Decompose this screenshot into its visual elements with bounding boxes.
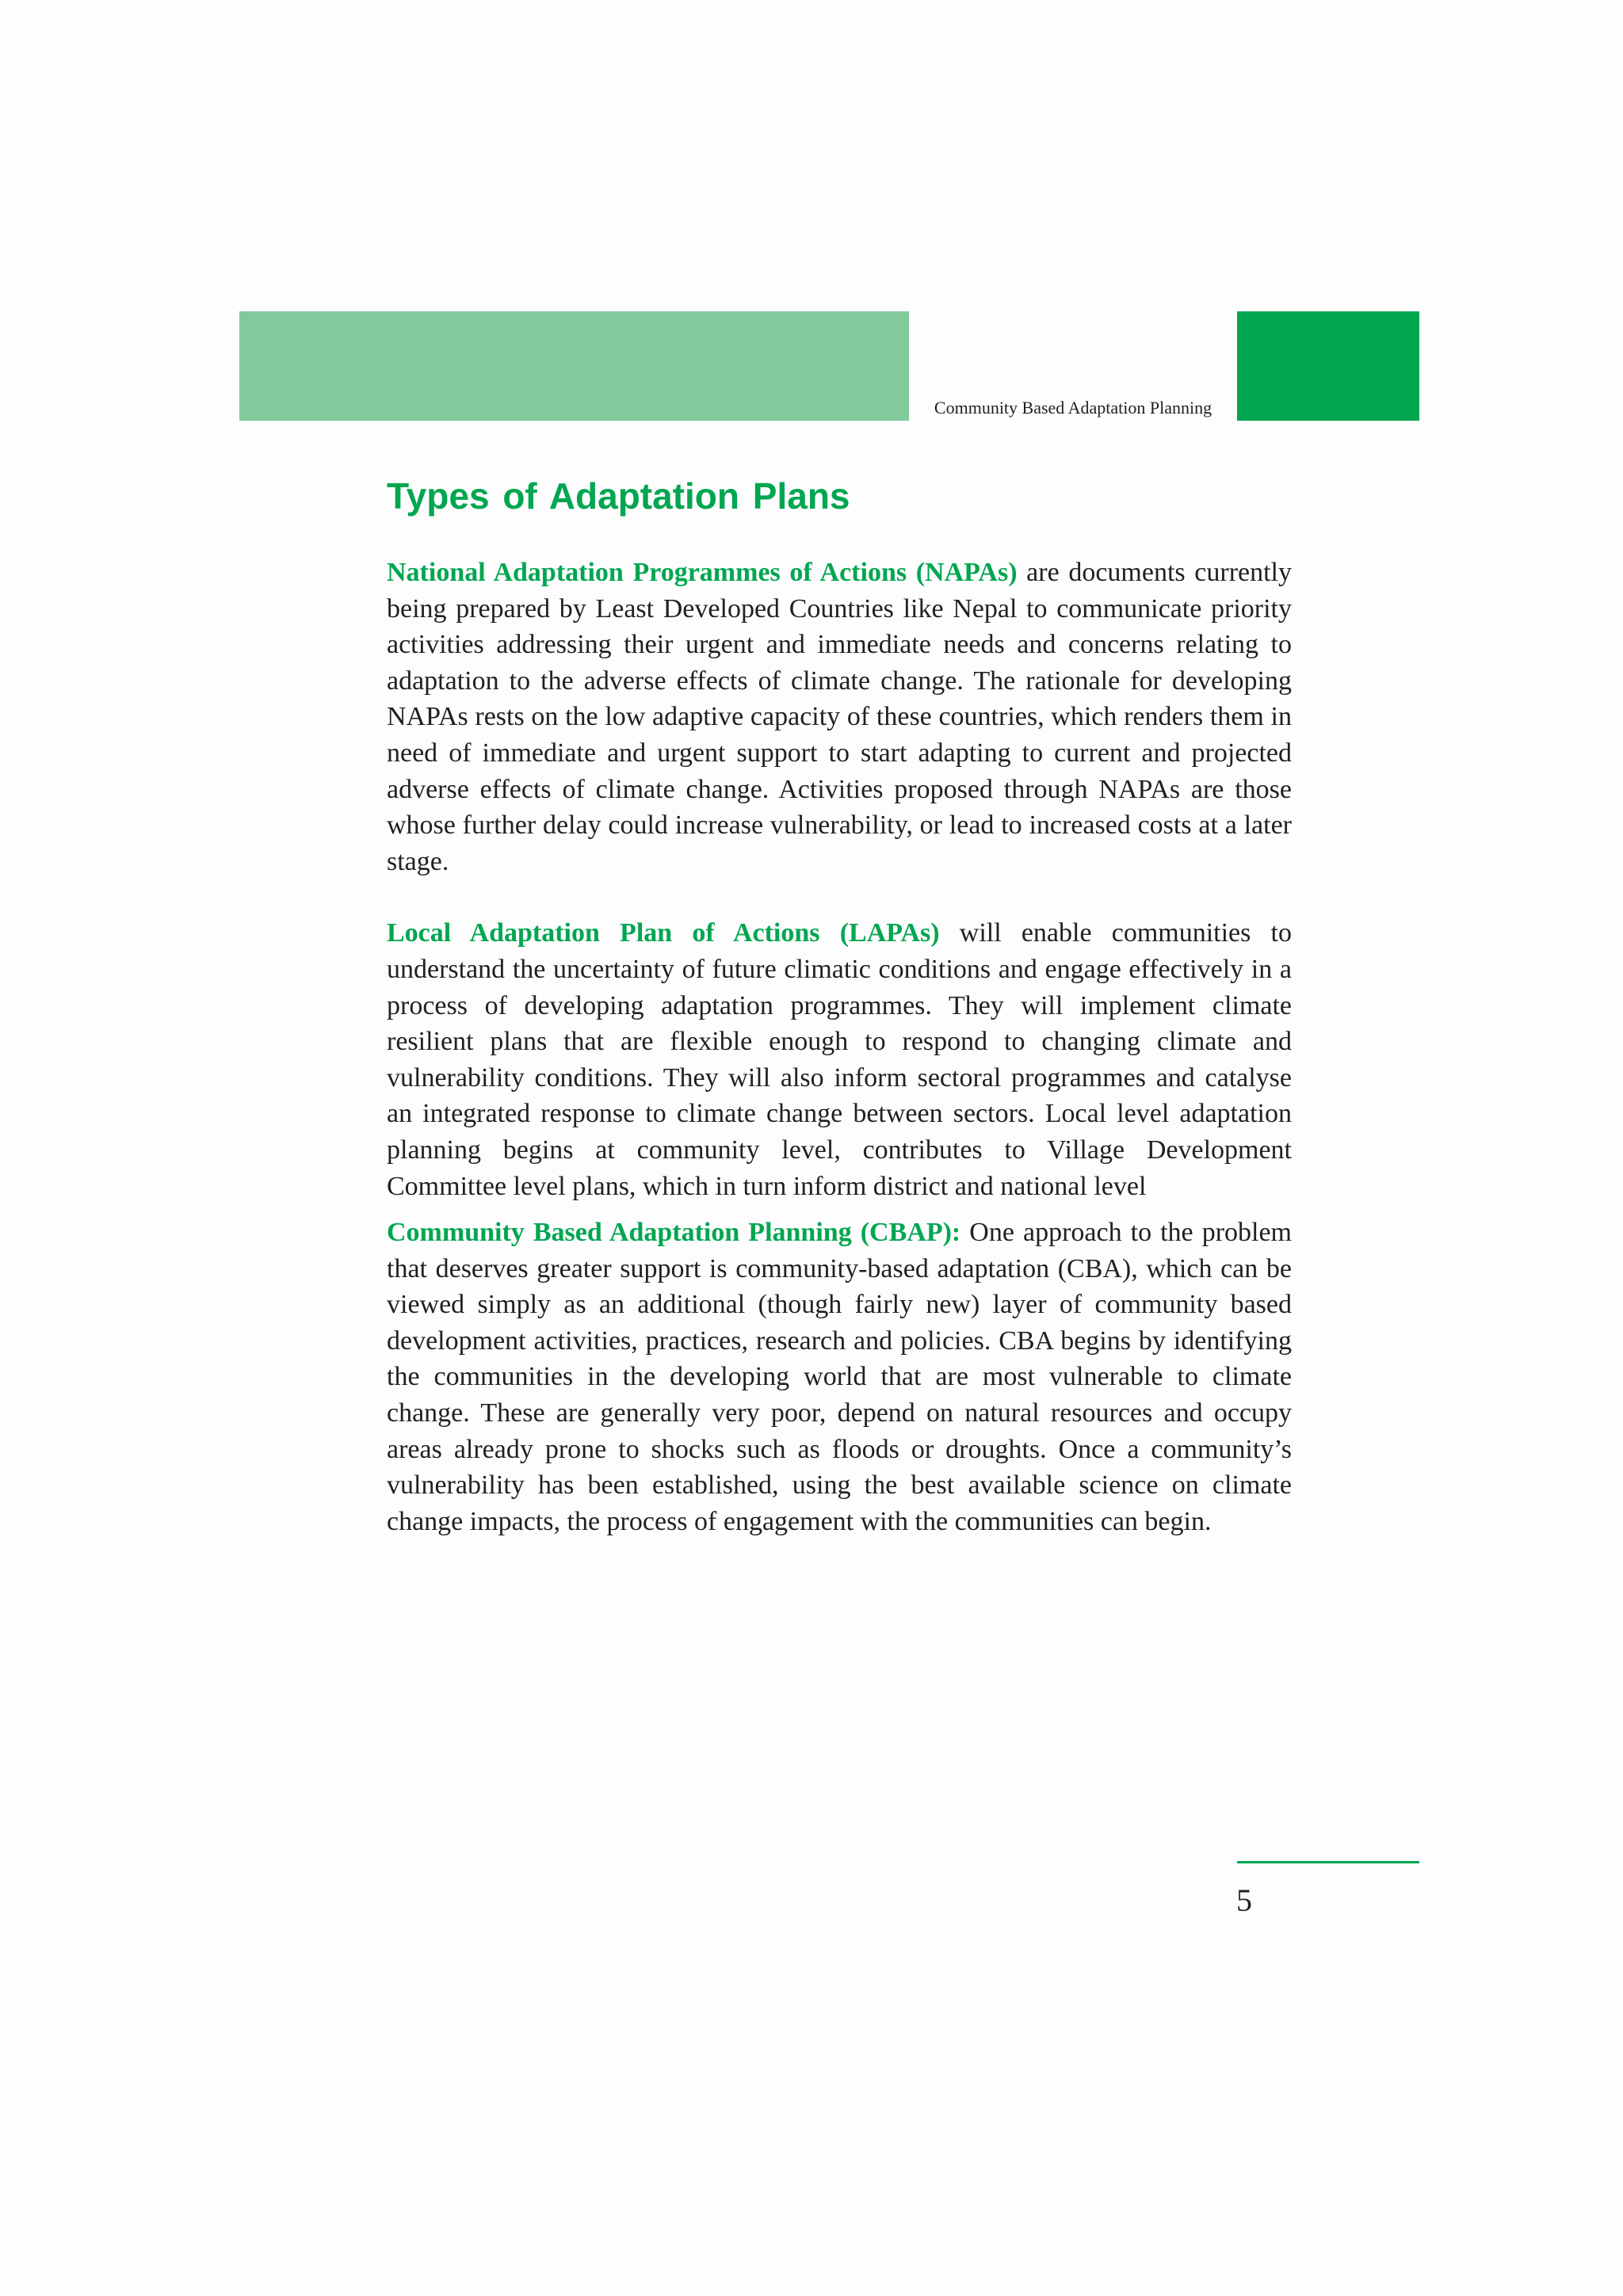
cbap-paragraph (387, 1215, 1292, 1539)
cbap-lead-term: Community Based Adaptation Planning (CBAP): (387, 1218, 961, 1248)
napa-lead-term: National Adaptation Programmes of Actions (NAPAs) (387, 558, 1018, 587)
page-number: 5 (1236, 1882, 1252, 1918)
footer-rule (1237, 1861, 1419, 1863)
page-title: Types of Adaptation Plans (387, 475, 850, 517)
napa-paragraph (387, 555, 1292, 879)
running-header-title: Community Based Adaptation Planning (934, 398, 1212, 418)
header-band-light (239, 311, 909, 421)
lapa-paragraph (387, 915, 1292, 1204)
cbap-text: One approach to the problem that deserves greater support is community-based adaptation (CBA), which can be viewed simply as an additional (though fairly new) layer of community based development activities, practices, research and policies. CBA begins by identifying the communities in the developing world that are most vulnerable to climate change. These are generally very poor, depend on natural resources and occupy areas already prone to shocks such as floods or droughts. Once a community’s vulnerability has been established, using the best available science on climate change impacts, the process of engagement with the communities can begin. (387, 1218, 1292, 1536)
lapa-lead-term: Local Adaptation Plan of Actions (LAPAs) (387, 918, 940, 948)
lapa-text: will enable communities to understand the uncertainty of future climatic conditions and engage effectively in a process of developing adaptation programmes. They will implement climate resilient plans that are flexible enough to respond to changing climate and vulnerability conditions. They will also inform sectoral programmes and catalyse an integrated response to climate change between sectors. Local level adaptation planning begins at community level, contributes to Village Development Committee level plans, which in turn inform district and national level (387, 918, 1292, 1201)
body-text (387, 555, 1292, 1539)
napa-text: are documents currently being prepared by Least Developed Countries like Nepal to communicate priority activities addressing their urgent and immediate needs and concerns relating to adaptation to the adverse effects of climate change. The rationale for developing NAPAs rests on the low adaptive capacity of these countries, which renders them in need of immediate and urgent support to start adapting to current and projected adverse effects of climate change. Activities proposed through NAPAs are those whose further delay could increase vulnerability, or lead to increased costs at a later stage. (387, 558, 1292, 876)
header-band-dark (1237, 311, 1419, 421)
